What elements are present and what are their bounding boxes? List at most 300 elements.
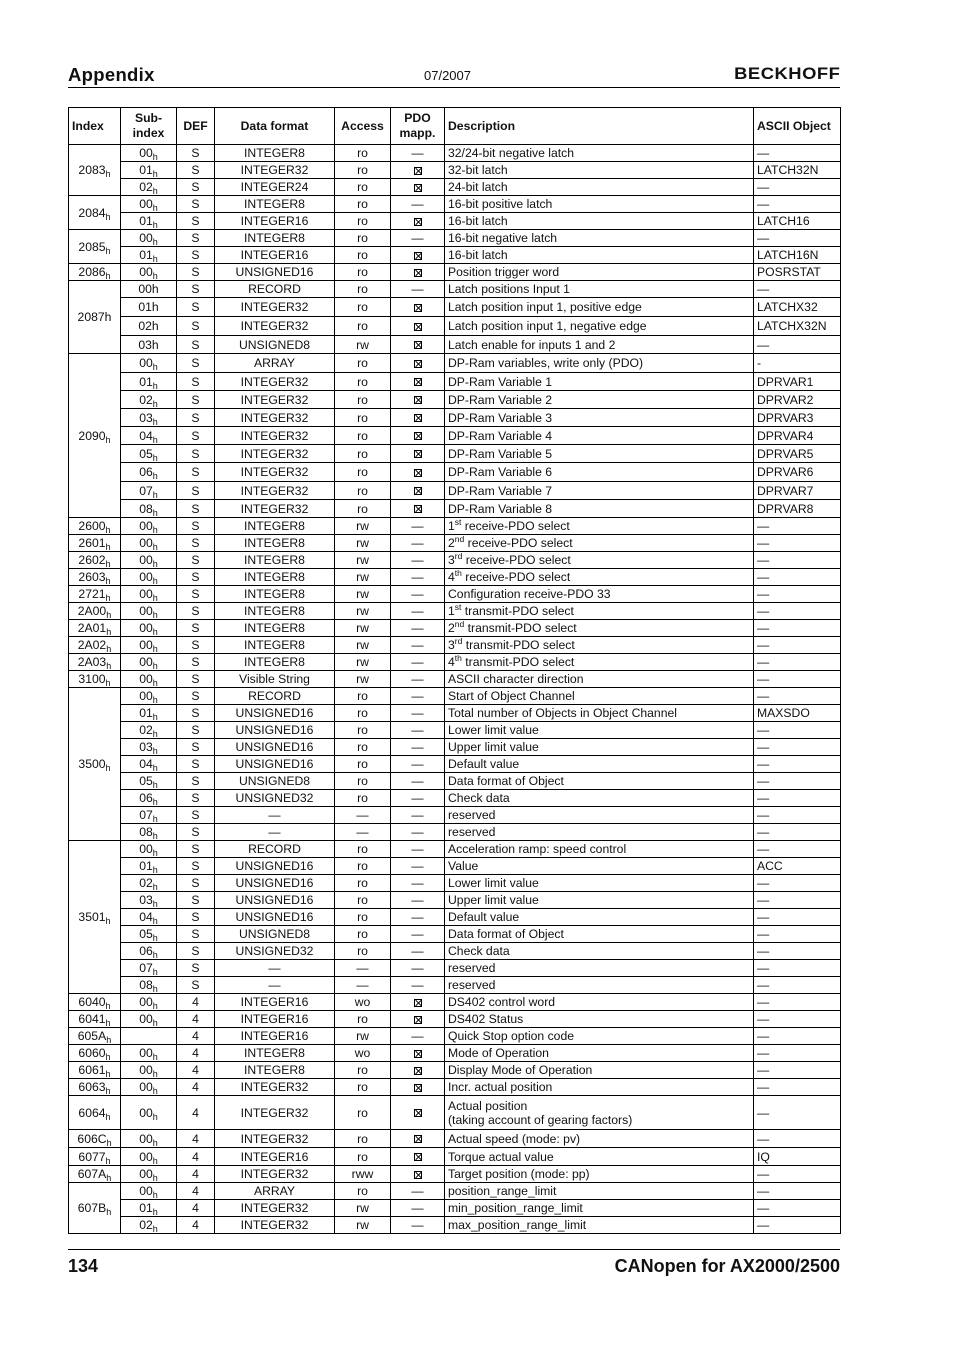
data-format-cell: UNSIGNED16 xyxy=(215,909,335,926)
description-cell xyxy=(445,1011,754,1028)
cell-value: 32-bit latch xyxy=(448,163,508,177)
cell-value: 00 xyxy=(139,587,153,601)
cell-value: DP-Ram Variable 2 xyxy=(448,392,553,407)
pdo-cell xyxy=(391,773,445,790)
table-row xyxy=(69,909,841,926)
table-row xyxy=(69,518,841,535)
def-cell: S xyxy=(177,409,215,427)
data-format-cell: INTEGER8 xyxy=(215,1062,335,1079)
cell-value: — xyxy=(411,672,424,686)
index-cell xyxy=(69,264,121,281)
data-format-cell: UNSIGNED16 xyxy=(215,892,335,909)
subindex-cell xyxy=(121,892,177,909)
def-cell: S xyxy=(177,926,215,943)
hex-suffix: h xyxy=(152,525,158,535)
pdo-cell xyxy=(391,1062,445,1079)
table-row xyxy=(69,1217,841,1234)
column-header: Access xyxy=(335,108,391,145)
checkbox-icon xyxy=(414,487,422,495)
subindex-cell xyxy=(121,1096,177,1130)
def-cell: S xyxy=(177,196,215,213)
def-cell: S xyxy=(177,336,215,354)
data-format-cell: INTEGER8 xyxy=(215,230,335,247)
checkbox-icon xyxy=(414,1016,422,1024)
pdo-cell xyxy=(391,230,445,247)
column-header: ASCII Object xyxy=(754,108,841,145)
hex-suffix: h xyxy=(152,712,158,722)
data-format-cell: RECORD xyxy=(215,841,335,858)
hex-suffix: h xyxy=(152,271,158,281)
cell-value: reserved xyxy=(448,978,496,992)
cell-value: 05 xyxy=(139,446,153,461)
table-row xyxy=(69,1200,841,1217)
hex-suffix: h xyxy=(106,644,112,654)
ascii-object-cell: — xyxy=(754,994,841,1011)
cell-value: — xyxy=(411,282,424,296)
def-cell: S xyxy=(177,264,215,281)
cell-value: Actual speed (mode: pv) xyxy=(448,1131,581,1146)
cell-value: 00 xyxy=(139,689,153,703)
ascii-object-cell: — xyxy=(754,552,841,569)
cell-value: 00 xyxy=(139,842,153,856)
cell-value: — xyxy=(411,570,424,584)
ascii-object-cell: — xyxy=(754,1045,841,1062)
cell-value: Default value xyxy=(448,910,520,924)
description-cell xyxy=(445,858,754,875)
hex-suffix: h xyxy=(152,576,158,586)
pdo-cell xyxy=(391,298,445,317)
pdo-cell xyxy=(391,994,445,1011)
pdo-cell xyxy=(391,1011,445,1028)
ordinal-suffix: nd xyxy=(454,619,465,629)
hex-suffix: h xyxy=(152,627,158,637)
ascii-object-cell: POSRSTAT xyxy=(754,264,841,281)
pdo-cell xyxy=(391,463,445,482)
cell-value: 00 xyxy=(139,995,153,1009)
subindex-cell xyxy=(121,196,177,213)
index-cell xyxy=(69,1130,121,1148)
cell-value: 01 xyxy=(139,163,153,177)
table-row xyxy=(69,722,841,739)
access-cell: ro xyxy=(335,354,391,373)
def-cell: S xyxy=(177,162,215,179)
ordinal-number: 4 xyxy=(448,570,455,584)
data-format-cell: — xyxy=(215,977,335,994)
def-cell: S xyxy=(177,391,215,409)
description-cell xyxy=(445,892,754,909)
column-header: Description xyxy=(445,108,754,145)
pdo-cell xyxy=(391,427,445,445)
subindex-cell xyxy=(121,145,177,162)
cell-value: reserved xyxy=(448,961,496,975)
cell-value: 607B xyxy=(77,1201,107,1215)
ascii-object-cell: LATCHX32N xyxy=(754,317,841,336)
cell-value: — xyxy=(411,1029,424,1043)
cell-value: Target position (mode: pp) xyxy=(448,1167,590,1181)
cell-value: max_position_range_limit xyxy=(448,1218,587,1232)
hex-suffix: h xyxy=(105,916,111,926)
cell-value: 00 xyxy=(139,1149,153,1164)
cell-value: 2602 xyxy=(78,553,106,567)
def-cell: S xyxy=(177,603,215,620)
cell-value: 6040 xyxy=(78,995,106,1009)
cell-value: DP-Ram variables, write only (PDO) xyxy=(448,356,644,370)
access-cell: ro xyxy=(335,373,391,391)
cell-value: 06 xyxy=(139,791,153,805)
access-cell: ro xyxy=(335,841,391,858)
data-format-cell: INTEGER16 xyxy=(215,247,335,264)
cell-value: — xyxy=(411,808,424,822)
cell-value: 04 xyxy=(139,910,153,924)
checkbox-icon xyxy=(414,1109,422,1117)
cell-value: Mode of Operation xyxy=(448,1046,549,1060)
hex-suffix: h xyxy=(105,1052,111,1062)
data-format-cell: INTEGER16 xyxy=(215,1148,335,1166)
checkbox-icon xyxy=(414,360,422,368)
subindex-cell xyxy=(121,230,177,247)
data-format-cell: INTEGER8 xyxy=(215,535,335,552)
description-cell xyxy=(445,569,754,586)
cell-value: — xyxy=(411,757,424,771)
access-cell: ro xyxy=(335,264,391,281)
data-format-cell: INTEGER32 xyxy=(215,1217,335,1234)
description-cell xyxy=(445,773,754,790)
access-cell: rw xyxy=(335,1217,391,1234)
def-cell: S xyxy=(177,977,215,994)
data-format-cell: INTEGER8 xyxy=(215,196,335,213)
data-format-cell: INTEGER8 xyxy=(215,603,335,620)
access-cell: ro xyxy=(335,875,391,892)
def-cell: S xyxy=(177,722,215,739)
hex-suffix: h xyxy=(152,362,158,372)
ascii-object-cell: — xyxy=(754,586,841,603)
hex-suffix: h xyxy=(105,576,111,586)
description-cell xyxy=(445,1062,754,1079)
ascii-object-cell: ACC xyxy=(754,858,841,875)
def-cell: S xyxy=(177,688,215,705)
access-cell: ro xyxy=(335,1183,391,1200)
def-cell: 4 xyxy=(177,1096,215,1130)
description-cell xyxy=(445,807,754,824)
ascii-object-cell: — xyxy=(754,875,841,892)
subindex-cell xyxy=(121,179,177,196)
index-cell xyxy=(69,1148,121,1166)
access-cell: ro xyxy=(335,230,391,247)
document-date: 07/2007 xyxy=(424,68,471,83)
data-format-cell: INTEGER32 xyxy=(215,482,335,500)
data-format-cell: ARRAY xyxy=(215,1183,335,1200)
ascii-object-cell: — xyxy=(754,637,841,654)
description-cell xyxy=(445,620,754,637)
cell-value: Configuration receive-PDO 33 xyxy=(448,587,611,601)
ordinal-suffix: rd xyxy=(454,551,463,561)
cell-value: Latch positions Input 1 xyxy=(448,282,570,296)
access-cell: ro xyxy=(335,1130,391,1148)
data-format-cell: INTEGER32 xyxy=(215,1130,335,1148)
checkbox-icon xyxy=(414,323,422,331)
cell-value: Value xyxy=(448,859,479,873)
column-header: DEF xyxy=(177,108,215,145)
description-cell xyxy=(445,909,754,926)
description-cell xyxy=(445,841,754,858)
data-format-cell: INTEGER32 xyxy=(215,1079,335,1096)
pdo-cell xyxy=(391,500,445,518)
checkbox-icon xyxy=(414,218,422,226)
subindex-cell xyxy=(121,1217,177,1234)
table-row xyxy=(69,1028,841,1045)
subindex-cell xyxy=(121,1062,177,1079)
subindex-cell xyxy=(121,482,177,500)
table-row xyxy=(69,535,841,552)
subindex-cell xyxy=(121,391,177,409)
data-format-cell: UNSIGNED16 xyxy=(215,858,335,875)
data-format-cell: INTEGER16 xyxy=(215,1028,335,1045)
hex-suffix: h xyxy=(152,899,158,909)
hex-suffix: h xyxy=(152,848,158,858)
def-cell: S xyxy=(177,552,215,569)
hex-suffix: h xyxy=(106,1035,112,1045)
cell-value: 00 xyxy=(139,1131,153,1146)
table-row xyxy=(69,654,841,671)
access-cell: ro xyxy=(335,688,391,705)
subindex-cell xyxy=(121,1183,177,1200)
ascii-object-cell: — xyxy=(754,1183,841,1200)
data-format-cell: UNSIGNED16 xyxy=(215,739,335,756)
ascii-object-cell: — xyxy=(754,739,841,756)
description-cell xyxy=(445,926,754,943)
hex-suffix: h xyxy=(152,254,158,264)
pdo-cell xyxy=(391,909,445,926)
cell-value: — xyxy=(411,655,424,669)
data-format-cell: INTEGER32 xyxy=(215,427,335,445)
data-format-cell: UNSIGNED16 xyxy=(215,264,335,281)
checkbox-icon xyxy=(414,396,422,404)
hex-suffix: h xyxy=(105,559,111,569)
cell-value: 3500 xyxy=(78,757,106,771)
access-cell: wo xyxy=(335,994,391,1011)
ordinal-suffix: th xyxy=(454,653,462,663)
subindex-cell xyxy=(121,373,177,391)
document-title: CANopen for AX2000/2500 xyxy=(614,1256,840,1276)
table-row xyxy=(69,756,841,773)
hex-suffix: h xyxy=(152,507,158,518)
description-cell xyxy=(445,482,754,500)
ascii-object-cell: — xyxy=(754,977,841,994)
header-rule xyxy=(68,87,840,88)
cell-value: 6060 xyxy=(78,1046,106,1060)
checkbox-icon xyxy=(414,999,422,1007)
cell-value: 03 xyxy=(139,410,153,425)
access-cell: ro xyxy=(335,482,391,500)
data-format-cell: UNSIGNED16 xyxy=(215,756,335,773)
pdo-cell xyxy=(391,926,445,943)
access-cell: ro xyxy=(335,213,391,230)
pdo-cell xyxy=(391,373,445,391)
pdo-cell xyxy=(391,196,445,213)
def-cell: S xyxy=(177,654,215,671)
description-cell xyxy=(445,790,754,807)
ascii-object-cell: — xyxy=(754,179,841,196)
data-format-cell: UNSIGNED8 xyxy=(215,926,335,943)
hex-suffix: h xyxy=(105,1111,111,1122)
cell-value: Latch position input 1, negative edge xyxy=(448,319,647,333)
cell-value: 02 xyxy=(139,392,153,407)
hex-suffix: h xyxy=(152,1018,158,1028)
table-row xyxy=(69,145,841,162)
cell-value: 16-bit negative latch xyxy=(448,231,558,245)
description-cell xyxy=(445,1166,754,1183)
subindex-cell xyxy=(121,247,177,264)
def-cell: S xyxy=(177,247,215,264)
subindex-cell xyxy=(121,427,177,445)
ascii-object-cell: DPRVAR1 xyxy=(754,373,841,391)
cell-value: 01 xyxy=(139,248,153,262)
subindex-cell xyxy=(121,1011,177,1028)
access-cell: rw xyxy=(335,552,391,569)
access-cell: ro xyxy=(335,196,391,213)
description-cell xyxy=(445,654,754,671)
access-cell: — xyxy=(335,824,391,841)
cell-value: 00 xyxy=(139,1184,153,1198)
subindex-cell xyxy=(121,790,177,807)
access-cell: ro xyxy=(335,1062,391,1079)
ascii-object-cell: — xyxy=(754,1096,841,1130)
cell-value: — xyxy=(411,689,424,703)
access-cell: ro xyxy=(335,705,391,722)
data-format-cell: INTEGER16 xyxy=(215,213,335,230)
access-cell: ro xyxy=(335,790,391,807)
cell-value: 2090 xyxy=(78,428,106,443)
ascii-object-cell: — xyxy=(754,518,841,535)
pdo-cell xyxy=(391,391,445,409)
description-cell xyxy=(445,535,754,552)
hex-suffix: h xyxy=(152,169,158,179)
checkbox-icon xyxy=(414,450,422,458)
table-row xyxy=(69,196,841,213)
table-row xyxy=(69,637,841,654)
subindex-cell xyxy=(121,654,177,671)
cell-value: 03 xyxy=(139,740,153,754)
hex-suffix: h xyxy=(105,1069,111,1079)
def-cell: S xyxy=(177,463,215,482)
hex-suffix: h xyxy=(105,1086,111,1096)
hex-suffix: h xyxy=(106,661,112,671)
data-format-cell: INTEGER8 xyxy=(215,145,335,162)
cell-value: — xyxy=(411,961,424,975)
cell-value: 08 xyxy=(139,825,153,839)
access-cell: rw xyxy=(335,535,391,552)
cell-value: — xyxy=(411,197,424,211)
access-cell: ro xyxy=(335,298,391,317)
hex-suffix: h xyxy=(105,245,111,256)
ascii-object-cell: — xyxy=(754,688,841,705)
hex-suffix: h xyxy=(105,525,111,535)
table-row xyxy=(69,1183,841,1200)
cell-value: Data format of Object xyxy=(448,927,564,941)
cell-value: 00 xyxy=(139,356,153,370)
subindex-cell xyxy=(121,620,177,637)
table-row xyxy=(69,569,841,586)
hex-suffix: h xyxy=(105,434,111,445)
cell-value: — xyxy=(411,1201,424,1215)
def-cell: S xyxy=(177,824,215,841)
access-cell: ro xyxy=(335,317,391,336)
object-dictionary-table xyxy=(68,107,841,1234)
ascii-object-cell: — xyxy=(754,1200,841,1217)
def-cell: S xyxy=(177,637,215,654)
access-cell: ro xyxy=(335,756,391,773)
access-cell: ro xyxy=(335,247,391,264)
data-format-cell: INTEGER16 xyxy=(215,1011,335,1028)
cell-value: Data format of Object xyxy=(448,774,564,788)
cell-value: — xyxy=(411,774,424,788)
hex-suffix: h xyxy=(152,1052,158,1062)
pdo-cell xyxy=(391,705,445,722)
description-cell xyxy=(445,373,754,391)
subindex-cell xyxy=(121,1200,177,1217)
cell-value: 00 xyxy=(139,1046,153,1060)
access-cell: rw xyxy=(335,569,391,586)
cell-value: 16-bit positive latch xyxy=(448,197,553,211)
ascii-object-cell: — xyxy=(754,807,841,824)
cell-value: 00 xyxy=(139,553,153,567)
data-format-cell: — xyxy=(215,960,335,977)
ascii-object-cell: — xyxy=(754,569,841,586)
cell-value: Actual position xyxy=(448,1098,528,1113)
subindex-cell xyxy=(121,824,177,841)
table-row xyxy=(69,807,841,824)
cell-value: Start of Object Channel xyxy=(448,689,575,703)
description-cell xyxy=(445,688,754,705)
ordinal-suffix: st xyxy=(454,517,462,527)
cell-value: DP-Ram Variable 3 xyxy=(448,410,553,425)
pdo-cell xyxy=(391,1079,445,1096)
index-cell xyxy=(69,281,121,354)
pdo-cell xyxy=(391,807,445,824)
cell-value: 3100 xyxy=(78,672,106,686)
subindex-cell xyxy=(121,281,177,298)
table-row xyxy=(69,892,841,909)
hex-suffix: h xyxy=(152,678,158,688)
pdo-cell xyxy=(391,569,445,586)
access-cell: rw xyxy=(335,1028,391,1045)
def-cell: S xyxy=(177,671,215,688)
hex-suffix: h xyxy=(105,211,111,222)
checkbox-icon xyxy=(414,269,422,277)
table-row xyxy=(69,373,841,391)
ascii-object-cell: — xyxy=(754,824,841,841)
description-cell xyxy=(445,586,754,603)
pdo-cell xyxy=(391,552,445,569)
data-format-cell: — xyxy=(215,807,335,824)
pdo-cell xyxy=(391,445,445,463)
cell-value: 24-bit latch xyxy=(448,180,508,194)
ascii-object-cell: — xyxy=(754,1011,841,1028)
description-cell xyxy=(445,756,754,773)
table-row xyxy=(69,354,841,373)
ordinal-number: 3 xyxy=(448,638,455,652)
cell-value: Acceleration ramp: speed control xyxy=(448,842,627,856)
access-cell: ro xyxy=(335,1148,391,1166)
table-row xyxy=(69,247,841,264)
table-header-row xyxy=(69,108,841,145)
hex-suffix: h xyxy=(152,831,158,841)
checkbox-icon xyxy=(414,184,422,192)
cell-value: 6063 xyxy=(78,1080,106,1094)
checkbox-icon xyxy=(414,1084,422,1092)
table-row xyxy=(69,500,841,518)
def-cell: S xyxy=(177,354,215,373)
